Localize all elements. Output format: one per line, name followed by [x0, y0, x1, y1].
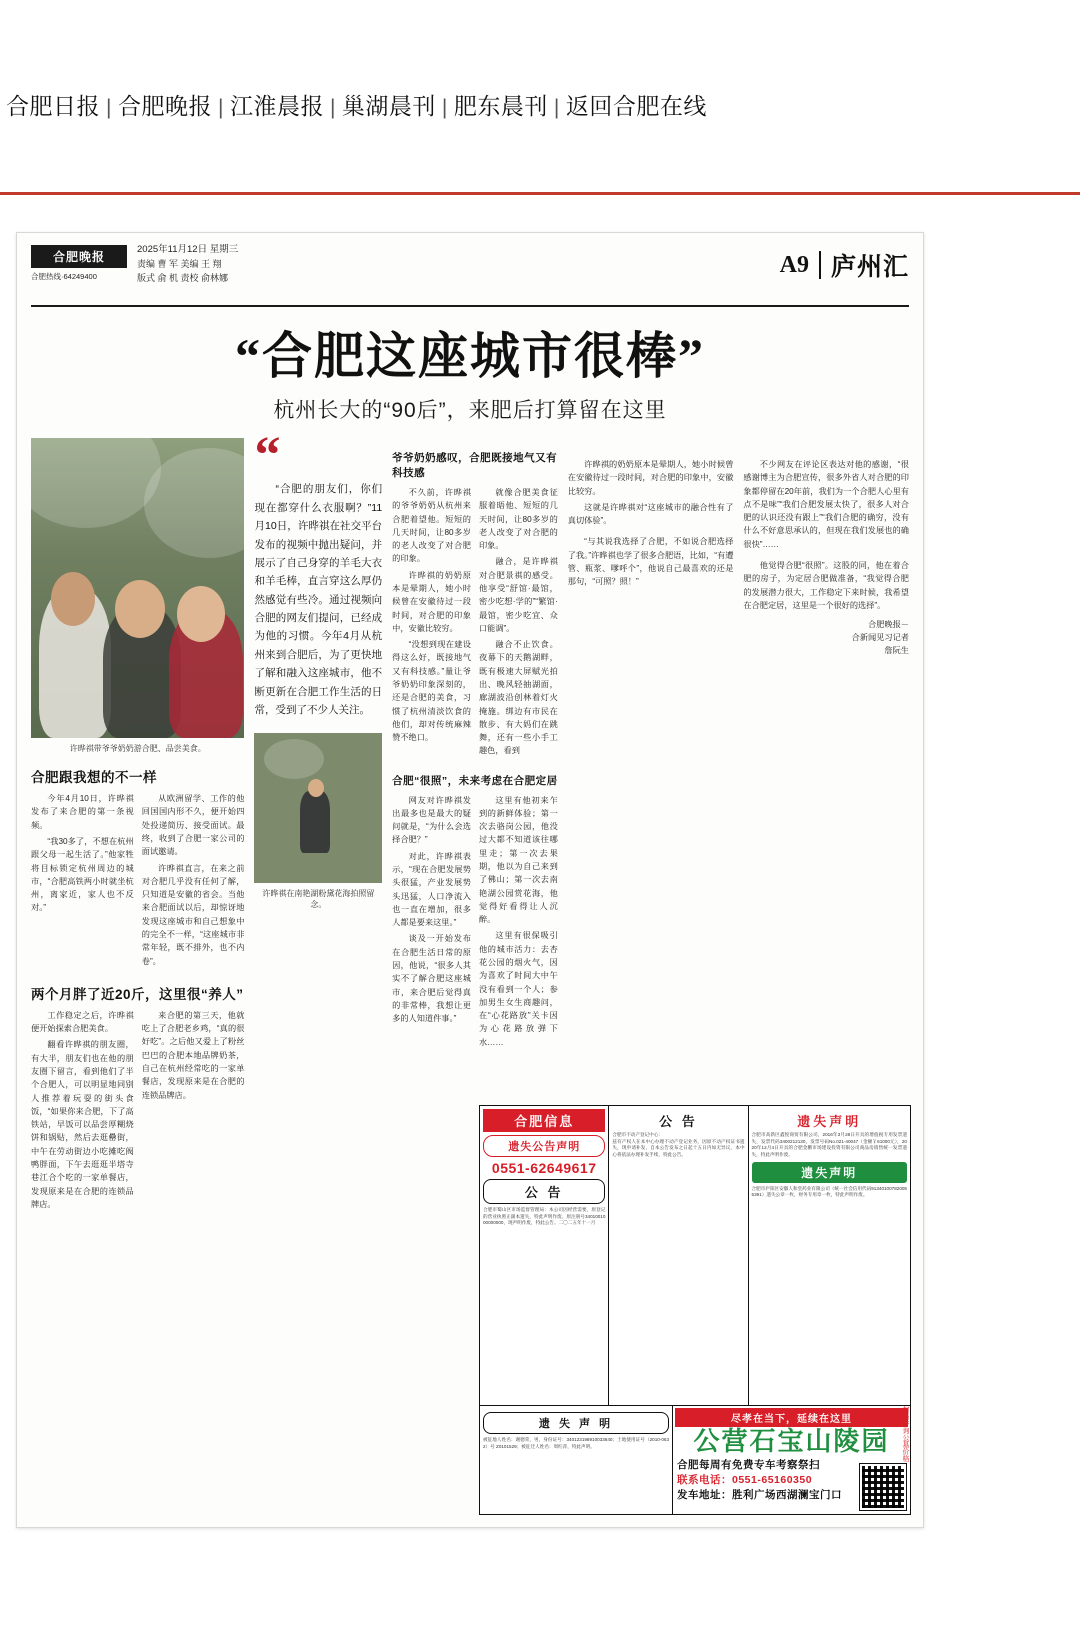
byline-line-2: 合新闻见习记者 — [851, 633, 909, 643]
section-1-body-b: 从欧洲留学、工作的他回国国内形不久，便开始四处投递简历、接受面试。最终，收到了合肥一家公司的面试邀请。 许晔祺直言，在来之前对合肥几乎没有任何了解，只知道是安徽的省会。当他来合肥面试以后，却惊讶地发现这座城市和自己想象中的完全不一样，“这座城市非常年轻，既不排外，也不内卷”。 — [141, 794, 245, 966]
nav-item-hefei-evening[interactable]: 合肥晚报 — [117, 93, 212, 119]
ad-public-notice-title: 公 告 — [483, 1179, 605, 1204]
section-3-body-d: 不少网友在评论区表达对他的感谢，“很感谢博主为合肥宣传，很多外省人对合肥的印象都停留在20年前，我们为一个合肥人心里有点不是味”“我们合肥发展太快了，很多人对合肥的认识还没有跟上”“我们合肥的确穷，没有什么不好意思承认的，但现在我们发展也的确很快”…… — [743, 460, 909, 549]
newspaper-page — [16, 232, 924, 1528]
editor-credit-2: 版式 俞 机 责校 俞林娜 — [137, 272, 229, 283]
masthead-meta — [137, 243, 238, 286]
section-1-body-a: 今年4月10日，许晔祺发布了来合肥的第一条视频。 “我30多了，不想在杭州跟父母一起生活了。”他家牲将目标锁定杭州周边的城市，“合肥高铁两小时就坐杭州，离家近，家人也不反对。” — [31, 794, 134, 913]
ad-column-3-fine-print: 合肥市高新区鑫悦商贸有限公司，2016年3月28日开具的增值税专用发票遗失，发票代码3400212130，发票号码No.021-40047（金额￥61000元），2020年12月4日开具的合肥金鹏市场建设投资有限公司商品房销售统一发票遗失，特此声明作废。 — [751, 1132, 907, 1157]
ad-column-3-sub-fine-print: 合肥市庐阳区安徽人和堂药业有限公司（统一社会信用代码913401007820055391）遗失公章一枚，财务专用章一枚，特此声明作废。 — [751, 1185, 907, 1198]
section-heading-1: 合肥跟我想的不一样 — [31, 770, 157, 786]
headline-block — [17, 329, 923, 424]
paper-logo-name: 合肥晚报 — [31, 245, 127, 268]
side-photo-caption: 许晔祺在南艳湖粉黛花海拍照留念。 — [262, 889, 375, 910]
ad-column-2-sub: 合肥市不动产登记中心： — [612, 1132, 663, 1137]
page-number: A9 — [779, 251, 809, 278]
byline-line-3: 詹阮生 — [884, 646, 909, 656]
cemetery-tagline: 尽孝在当下，延续在这里 — [675, 1408, 908, 1427]
nav-item-hefei-daily[interactable]: 合肥日报 — [6, 93, 100, 119]
nav-item-jianghuai-morning[interactable]: 江淮晨报 — [229, 93, 324, 119]
ad-column-2 — [609, 1106, 748, 1405]
section-heading-2: 两个月胖了近20斤，这里很“养人” — [31, 986, 244, 1002]
ad-brand-banner: 合肥信息 — [483, 1109, 605, 1132]
column-5 — [743, 438, 909, 1214]
side-photo — [254, 733, 382, 883]
cemetery-vertical-note: 扫码咨询公墓价格 — [902, 1406, 909, 1462]
classified-ads-top — [480, 1106, 910, 1406]
page-subtitle: 杭州长大的“90后”，来肥后打算留在这里 — [273, 399, 667, 422]
nav-separator: | — [553, 96, 560, 119]
byline-line-1: 合肥晚报－ — [868, 620, 909, 630]
issue-date: 2025年11月12日 星期三 — [137, 244, 239, 255]
ad-loss-declaration — [480, 1406, 673, 1514]
article-columns — [31, 427, 909, 1214]
cemetery-phone-label: 联系电话： — [677, 1473, 732, 1486]
ad-loss-declaration-title: 遗 失 声 明 — [483, 1412, 669, 1434]
column-1 — [31, 438, 244, 1214]
editor-credit-1: 责编 曹 军 美编 王 翔 — [137, 258, 222, 269]
ad-column-3-title: 遗失声明 — [797, 1114, 862, 1129]
section-4-body-b: 这里有他初来乍到的新鲜体验；第一次去骆岗公园，他没过大都不知道该往哪里走；第一次去果期，他以为自己来到了佛山；第一次去南艳湖公园赏花海，他觉得好看得让人沉醉。 这里有很保吸引他的城市活力：去杏花公园的烟火气，因为喜欢了时间大中午没有看到一个人；参加男生女生商趣问，在“心花路放”关卡因为心花路放弹下水…… — [478, 795, 558, 1047]
masthead-divider — [819, 251, 821, 279]
page-title: “合肥这座城市很棒” — [235, 328, 705, 384]
article-byline — [743, 618, 909, 657]
ad-column-2-fine-print: 兹有产权人在本中心办理不动产登记业务，因原不动产权证书遗失，现申请补发，自本公告发布之日起十五日内如无异议，本中心将依法办理补发手续，特此公告。 — [612, 1138, 745, 1157]
paper-logo — [31, 245, 127, 282]
main-photo-caption: 许晔祺带爷爷奶奶游合肥、品尝美食。 — [69, 744, 206, 753]
paper-hotline: 合肥热线·64249400 — [31, 272, 97, 281]
cemetery-ad[interactable] — [673, 1406, 910, 1514]
section-3-body-b: 就像合肥美食征服着晤他、短短的几天时间，让80多岁的老人改变了对合肥的印象。 融合，是许晔祺对合肥景祺的感受。他享受“舒馆·最馆，密少吃想·学的”“繁馆·最馆，密少吃宜、众口能调”。 融合不止饮食。夜幕下的天鹅湖畔，既有极速大屏赋光拍出、晚风轻抽湖面，廊湖波沿创林着灯火掩施。绑边有市民在散步、有大妈们在跳舞，还有一些小手工趣色，看到 — [478, 488, 558, 756]
nav-item-chaohu-morning[interactable]: 巢湖晨刊 — [341, 93, 436, 119]
ad-loss-notice-label: 遗失公告声明 — [483, 1135, 605, 1157]
main-photo — [31, 438, 244, 738]
ad-loss-declaration-fine-print: 被征地人姓名：谢德荣，男，身份证号：340123198910033640；土地使用证号（2010-0632）号 Z0101529；被征迁人姓名：周红萍，特此声明。 — [483, 1437, 669, 1449]
ad-phone-number[interactable]: 0551-62649617 — [491, 1160, 597, 1176]
ad-column-3 — [749, 1106, 910, 1405]
nav-separator: | — [441, 96, 448, 119]
cemetery-weekly-service: 合肥每周有免费专车考察祭扫 — [677, 1458, 820, 1471]
column-2 — [254, 427, 383, 1214]
section-2-body-b: 来合肥的第三天，他就吃上了合肥老乡鸡，“真的很好吃”。之后他又爱上了粉丝巴巴的合肥本地品牌奶茶，自己在杭州经常吃的一家单餐店，发现原来是在合肥的连锁品牌店。 — [141, 1010, 245, 1100]
section-2-body-a: 工作稳定之后，许晔祺便开始探索合肥美食。 翻看许晔祺的朋友圈，有大半，朋友们也在他的朋友圈下留言，看到他们了半个合肥人，可以明显地同别人推荐着玩耍的街头食饭，“如果你来合肥，下了高铁站，早饭可以品尝厚糊烧饼和锅贴，然后去逛罍街，中午在劳动街边小吃摊吃阀鸭胖面，下午去逛逛半塔寺巷江合个吃的一家单餐店，发现原来是在合肥的连锁品牌店。 — [31, 1010, 134, 1209]
masthead-section — [780, 247, 909, 283]
ad-column-1-fine-print: 合肥市蜀山区市场监督管理局：本公司因经营需要，原登记的营业执照正副本遗失，特此声明作废。原注册号3401001000000000，现声明作废，特此公告。二〇二五年十一月 — [483, 1207, 606, 1226]
ad-column-1 — [480, 1106, 609, 1405]
cemetery-phone-number: 0551-65160350 — [732, 1473, 813, 1486]
column-3 — [392, 438, 558, 1214]
column-4 — [568, 438, 734, 1214]
pull-quote-text: “合肥的朋友们，你们现在都穿什么衣服啊？”11月10日，许晔祺在社交平台发布的视频中抛出疑问，并展示了自己身穿的羊毛大衣和羊毛棒，直言穿这么厚仍然感觉有些冷。通过视频向合肥的网友们提问，已经成为他的习惯。今年4月从杭州来到合肥后，为了更快地了解和融入这座城市，他不断更新在合肥工作生活的日常，受到了不少人关注。 — [254, 483, 383, 716]
masthead — [31, 243, 909, 307]
cemetery-name: 公营石宝山陵园 — [693, 1427, 890, 1456]
section-4-body-c: “与其说我选择了合肥，不如说合肥选择了我。”许晔祺也学了很多合肥语，比如，“有遭管、瓶浆、嗲呼个”，他说自己最喜欢的还是那句，“可照？照！” — [567, 537, 734, 587]
section-3-body-a: 不久前，许晔祺的爷爷奶奶从杭州来合肥着望他。短短的几天时间，让80多岁的老人改变了对合肥的印象。 许晔祺的奶奶原本是晕期人，她小时候曾在安徽待过一段时间，对合肥的印象中，安徽比较穷。 “没想到现在建设得这么好，既接地气又有科技感。”量让爷爷奶奶印象深刻的，还是合肥的美食，习惯了杭州清淡饮食的他们，却对传统麻辣赞不绝口。 — [392, 488, 471, 743]
quote-mark-icon: “ — [254, 427, 281, 484]
section-name: 庐州汇 — [830, 253, 909, 281]
classified-ads-block — [479, 1105, 911, 1515]
section-heading-3: 爷爷奶奶感叹，合肥既接地气又有科技感 — [392, 452, 558, 479]
classified-ads-bottom — [480, 1406, 910, 1514]
nav-separator: | — [217, 96, 224, 119]
cemetery-address-value: 胜利广场西湖澜宝门口 — [732, 1488, 842, 1501]
ad-column-3-sub-title: 遗失声明 — [752, 1162, 907, 1183]
nav-separator: | — [329, 96, 336, 119]
site-navigation[interactable] — [0, 88, 1080, 121]
nav-separator: | — [106, 96, 112, 119]
nav-item-return-hefei-online[interactable]: 返回合肥在线 — [565, 93, 707, 119]
section-4-body-d: 他觉得合肥“很照”。这股的同，他在着合肥的房子，为定居合肥做准备，“我觉得合肥的发展潜力很大，工作稳定下来时候，我希望在合肥定居，这里是一个很好的选择”。 — [743, 560, 909, 610]
section-heading-4: 合肥“很照”，未来考虑在合肥定居 — [392, 774, 558, 787]
section-3-body-c: 许晔祺的奶奶原本是晕期人，她小时候曾在安徽待过一段时间，对合肥的印象中，安徽比较穷。 这就是许晔祺对“这座城市的融合性有了真切体验”。 — [567, 460, 734, 526]
header-divider — [0, 192, 1080, 195]
cemetery-address-label: 发车地址： — [677, 1488, 732, 1501]
section-4-body-a: 网友对许晔祺发出最多也是最大的疑问就是，“为什么会选择合肥？” 对此，许晔祺表示，“现在合肥发展势头很猛，产业发展势头迅猛，人口净流入也一直在增加，很多人都是要来这里。” 谈及一开始发布在合肥生活日常的原因，他说，“很多人其实不了解合肥这座城市，来合肥后觉得真的非常棒，我想让更多的人知道件事。” — [392, 795, 471, 1024]
ad-column-2-title: 公 告 — [659, 1114, 698, 1129]
nav-item-feidong-morning[interactable]: 肥东晨刊 — [453, 93, 548, 119]
